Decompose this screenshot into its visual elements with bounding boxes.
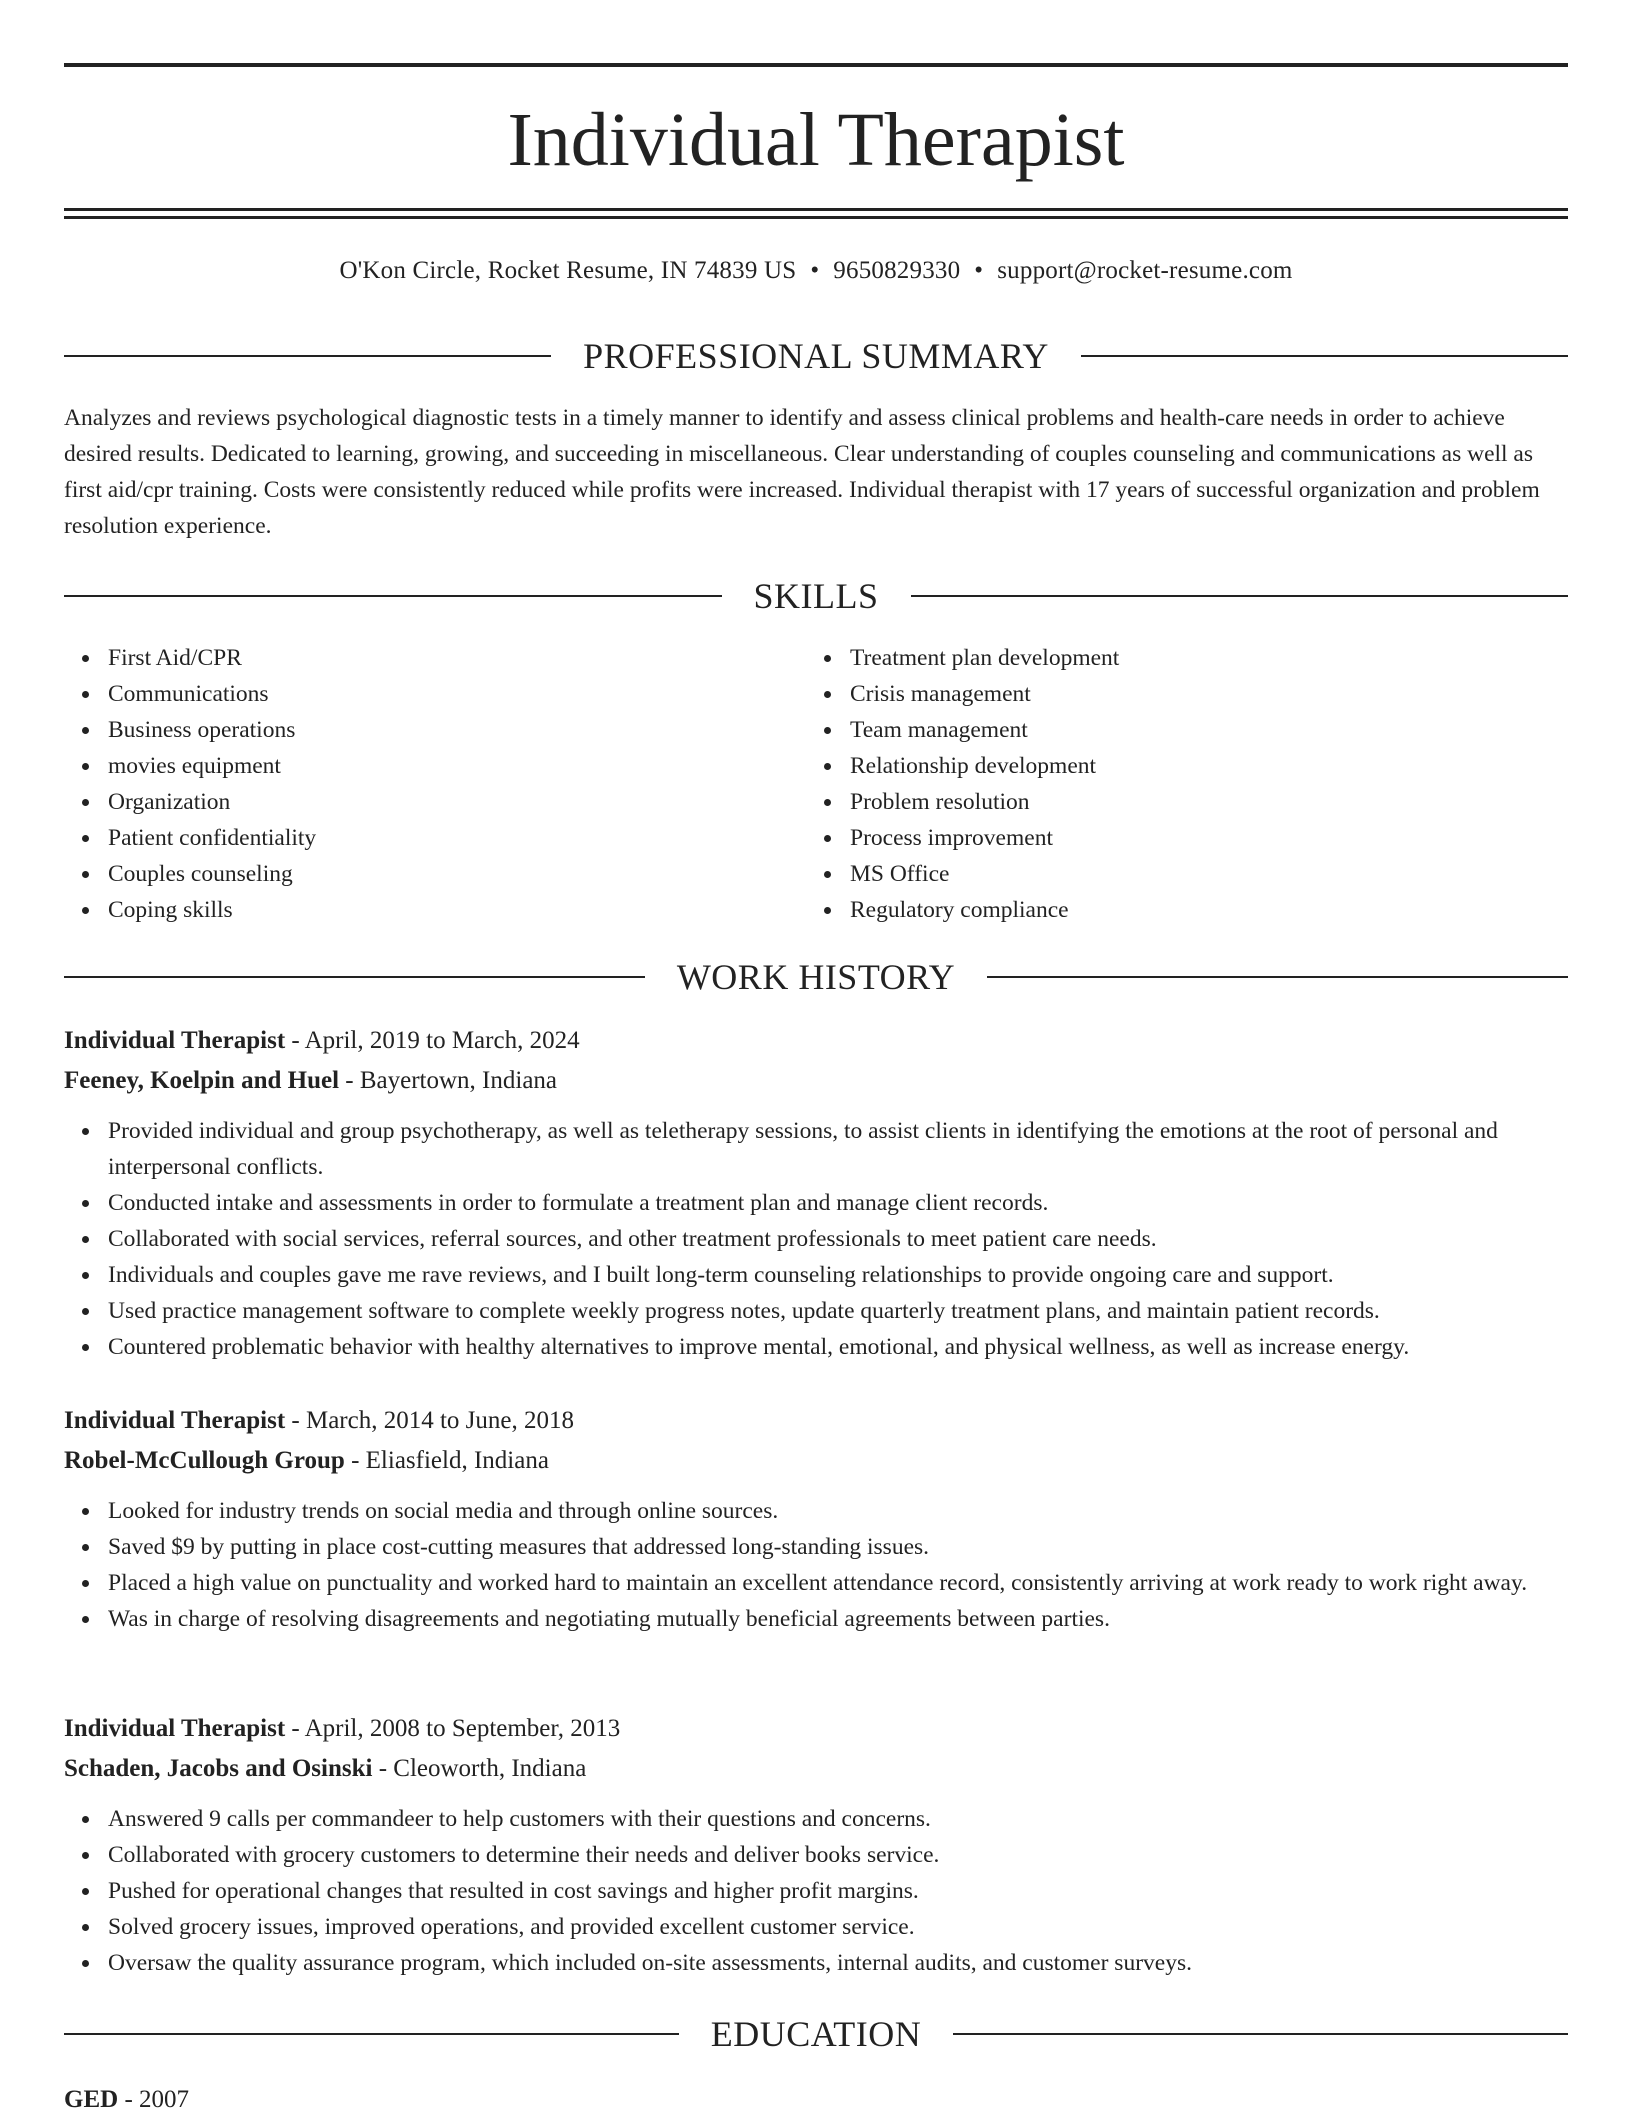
job-duty: Oversaw the quality assurance program, which included on-site assessments, internal audits, and customer surveys. (108, 1945, 1568, 1981)
section-title: EDUCATION (710, 2014, 922, 2054)
job-duty: Collaborated with grocery customers to determine their needs and deliver books service. (108, 1837, 1568, 1873)
skill-item: Patient confidentiality (108, 820, 808, 856)
job-duty: Collaborated with social services, referral sources, and other treatment professionals to meet patient care needs. (108, 1221, 1568, 1257)
job-location: - Cleoworth, Indiana (372, 1755, 587, 1782)
job-location: - Eliasfield, Indiana (344, 1447, 549, 1474)
contact-email: support@rocket-resume.com (997, 257, 1293, 284)
job-title: Individual Therapist (64, 1715, 286, 1742)
section-rule (911, 595, 1569, 597)
skill-item: Business operations (108, 712, 808, 748)
skill-item: Treatment plan development (850, 640, 1550, 676)
section-title: SKILLS (753, 576, 879, 616)
section-header-work-history (64, 955, 1568, 999)
job-company-line (64, 1749, 1568, 1789)
job-company: Robel-McCullough Group (64, 1447, 345, 1474)
job-dates: - April, 2019 to March, 2024 (285, 1027, 580, 1054)
job-dates: - April, 2008 to September, 2013 (285, 1715, 621, 1742)
job-company: Schaden, Jacobs and Osinski (64, 1755, 373, 1782)
job-duty: Pushed for operational changes that resulted in cost savings and higher profit margins. (108, 1873, 1568, 1909)
contact-separator: • (810, 257, 820, 284)
section-header-skills (64, 574, 1568, 618)
section-header-education (64, 2012, 1568, 2056)
job-entry (64, 1709, 1568, 1981)
skill-item: Organization (108, 784, 808, 820)
job-duties (64, 1801, 1568, 1981)
job-location: - Bayertown, Indiana (339, 1067, 558, 1094)
skill-item: Coping skills (108, 892, 808, 928)
job-company-line (64, 1061, 1568, 1101)
job-title: Individual Therapist (64, 1407, 286, 1434)
skills-column-left (64, 640, 808, 928)
job-duty: Individuals and couples gave me rave reviews, and I built long-term counseling relationships to provide ongoing care and support. (108, 1257, 1568, 1293)
section-rule (1081, 355, 1568, 357)
job-duties (64, 1493, 1568, 1637)
job-entry (64, 1401, 1568, 1637)
section-rule (64, 595, 722, 597)
contact-address: O'Kon Circle, Rocket Resume, IN 74839 US (339, 257, 797, 284)
job-duty: Answered 9 calls per commandeer to help customers with their questions and concerns. (108, 1801, 1568, 1837)
section-rule (64, 2033, 679, 2035)
section-header-summary (64, 334, 1568, 378)
section-rule (953, 2033, 1568, 2035)
job-duty: Provided individual and group psychotherapy, as well as teletherapy sessions, to assist clients in identifying the emotions at the root of personal and interpersonal conflicts. (108, 1113, 1568, 1185)
job-duty: Was in charge of resolving disagreements and negotiating mutually beneficial agreements between parties. (108, 1601, 1568, 1637)
skills-list (64, 640, 1568, 930)
job-title: Individual Therapist (64, 1027, 286, 1054)
skill-item: Process improvement (850, 820, 1550, 856)
section-title: PROFESSIONAL SUMMARY (583, 336, 1049, 376)
section-rule (64, 355, 551, 357)
job-duty: Looked for industry trends on social media and through online sources. (108, 1493, 1568, 1529)
resume-page (64, 0, 1568, 2112)
job-title-line (64, 1401, 1568, 1441)
job-dates: - March, 2014 to June, 2018 (285, 1407, 574, 1434)
job-duty: Placed a high value on punctuality and worked hard to maintain an excellent attendance record, consistently arriving at work ready to work right away. (108, 1565, 1568, 1601)
section-rule (987, 976, 1568, 978)
job-company-line (64, 1441, 1568, 1481)
section-rule (64, 976, 645, 978)
summary-text: Analyzes and reviews psychological diagnostic tests in a timely manner to identify and assess clinical problems and health-care needs in order to achieve desired results. Dedicated to learning, growing, and succeeding in miscellaneous. Clear understanding of couples counseling and communications as well as first aid/cpr training. Costs were consistently reduced while profits were increased. Individual therapist with 17 years of successful organization and problem resolution experience. (64, 405, 1540, 539)
contact-separator: • (974, 257, 984, 284)
job-duty: Used practice management software to complete weekly progress notes, update quarterly treatment plans, and maintain patient records. (108, 1293, 1568, 1329)
skills-column-right (806, 640, 1550, 928)
job-company: Feeney, Koelpin and Huel (64, 1067, 340, 1094)
contact-phone: 9650829330 (833, 257, 961, 284)
skill-item: First Aid/CPR (108, 640, 808, 676)
skill-item: Communications (108, 676, 808, 712)
skill-item: MS Office (850, 856, 1550, 892)
top-rule (64, 63, 1568, 67)
double-rule-lower (64, 216, 1568, 219)
double-rule-upper (64, 208, 1568, 211)
job-duties (64, 1113, 1568, 1365)
resume-name: Individual Therapist (507, 98, 1125, 182)
job-duty: Countered problematic behavior with healthy alternatives to improve mental, emotional, and physical wellness, as well as increase energy. (108, 1329, 1568, 1365)
job-duty: Saved $9 by putting in place cost-cutting measures that addressed long-standing issues. (108, 1529, 1568, 1565)
education-entry (64, 2080, 1568, 2120)
skill-item: Regulatory compliance (850, 892, 1550, 928)
skill-item: Relationship development (850, 748, 1550, 784)
job-title-line (64, 1021, 1568, 1061)
skill-item: movies equipment (108, 748, 808, 784)
skill-item: Crisis management (850, 676, 1550, 712)
contact-line (64, 254, 1568, 288)
skill-item: Couples counseling (108, 856, 808, 892)
job-title-line (64, 1709, 1568, 1749)
section-title: WORK HISTORY (676, 957, 956, 997)
job-entry (64, 1021, 1568, 1365)
skill-item: Problem resolution (850, 784, 1550, 820)
education-degree: GED (64, 2086, 119, 2113)
skill-item: Team management (850, 712, 1550, 748)
education-year: - 2007 (118, 2086, 190, 2113)
job-duty: Solved grocery issues, improved operations, and provided excellent customer service. (108, 1909, 1568, 1945)
job-duty: Conducted intake and assessments in order to formulate a treatment plan and manage client records. (108, 1185, 1568, 1221)
